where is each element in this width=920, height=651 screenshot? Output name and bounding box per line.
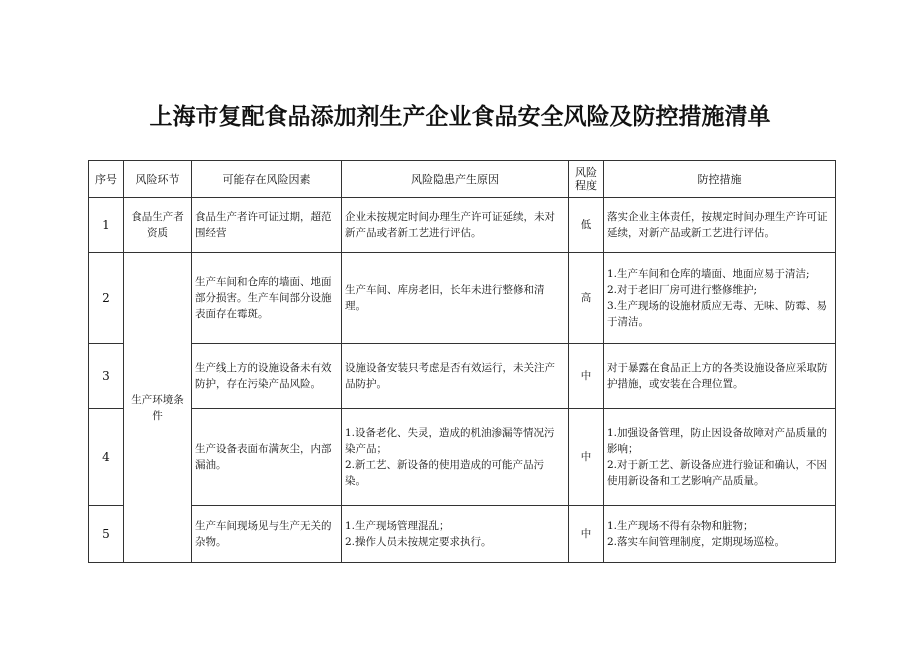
row-factor bbox=[192, 253, 342, 344]
factor-line: 食品生产者许可证过期，超范围经营 bbox=[195, 211, 332, 239]
cause-line: 1.设备老化、失灵，造成的机油渗漏等情况污染产品； bbox=[345, 427, 555, 455]
row-measure bbox=[604, 506, 836, 563]
cause-line: 2.新工艺、新设备的使用造成的可能产品污染。 bbox=[345, 459, 545, 487]
row-seq: 4 bbox=[89, 409, 124, 506]
table-row bbox=[89, 344, 836, 409]
cause-line: 2.操作人员未按规定要求执行。 bbox=[345, 536, 492, 548]
row-cause bbox=[342, 253, 569, 344]
row-stage: 生产环境条件 bbox=[124, 253, 192, 563]
row-level: 高 bbox=[569, 253, 604, 344]
row-factor bbox=[192, 198, 342, 253]
row-stage: 食品生产者资质 bbox=[124, 198, 192, 253]
measure-line: 1.生产现场不得有杂物和脏物； bbox=[607, 520, 754, 532]
measure-line: 2.落实车间管理制度，定期现场巡检。 bbox=[607, 536, 786, 548]
measure-line: 3.生产现场的设施材质应无毒、无味、防霉、易于清洁。 bbox=[607, 300, 828, 328]
row-measure bbox=[604, 198, 836, 253]
row-seq: 1 bbox=[89, 198, 124, 253]
factor-line: 生产车间和仓库的墙面、地面部分损害。生产车间部分设施表面存在霉斑。 bbox=[195, 276, 332, 320]
row-cause bbox=[342, 506, 569, 563]
row-measure bbox=[604, 253, 836, 344]
row-cause bbox=[342, 409, 569, 506]
table-row bbox=[89, 253, 836, 344]
header-measure: 防控措施 bbox=[604, 161, 836, 198]
cause-line: 企业未按规定时间办理生产许可证延续，未对新产品或者新工艺进行评估。 bbox=[345, 211, 555, 239]
table-row bbox=[89, 409, 836, 506]
measure-line: 1.生产车间和仓库的墙面、地面应易于清洁; bbox=[607, 268, 810, 280]
cause-line: 生产车间、库房老旧，长年未进行整修和清理。 bbox=[345, 284, 545, 312]
measure-line: 落实企业主体责任，按规定时间办理生产许可证延续，对新产品或新工艺进行评估。 bbox=[607, 211, 828, 239]
row-seq: 3 bbox=[89, 344, 124, 409]
risk-control-table bbox=[88, 160, 836, 563]
table-row bbox=[89, 198, 836, 253]
header-cause: 风险隐患产生原因 bbox=[342, 161, 569, 198]
header-stage: 风险环节 bbox=[124, 161, 192, 198]
row-factor bbox=[192, 506, 342, 563]
header-seq: 序号 bbox=[89, 161, 124, 198]
table-header-row bbox=[89, 161, 836, 198]
header-factor: 可能存在风险因素 bbox=[192, 161, 342, 198]
row-seq: 2 bbox=[89, 253, 124, 344]
table-row bbox=[89, 506, 836, 563]
factor-line: 生产设备表面布满灰尘，内部漏油。 bbox=[195, 443, 332, 471]
measure-line: 对于暴露在食品正上方的各类设施设备应采取防护措施，或安装在合理位置。 bbox=[607, 362, 828, 390]
row-cause bbox=[342, 344, 569, 409]
cause-line: 设施设备安装只考虑是否有效运行，未关注产品防护。 bbox=[345, 362, 555, 390]
row-measure bbox=[604, 344, 836, 409]
row-level: 中 bbox=[569, 344, 604, 409]
cause-line: 1.生产现场管理混乱； bbox=[345, 520, 450, 532]
row-level: 中 bbox=[569, 409, 604, 506]
document-title: 上海市复配食品添加剂生产企业食品安全风险及防控措施清单 bbox=[149, 104, 771, 130]
factor-line: 生产线上方的设施设备未有效防护，存在污染产品风险。 bbox=[195, 362, 332, 390]
row-seq: 5 bbox=[89, 506, 124, 563]
factor-line: 生产车间现场见与生产无关的杂物。 bbox=[195, 520, 332, 548]
row-level: 中 bbox=[569, 506, 604, 563]
row-factor bbox=[192, 344, 342, 409]
row-measure bbox=[604, 409, 836, 506]
measure-line: 2.对于老旧厂房可进行整修维护; bbox=[607, 284, 758, 296]
measure-line: 1.加强设备管理，防止因设备故障对产品质量的影响； bbox=[607, 427, 828, 455]
row-factor bbox=[192, 409, 342, 506]
measure-line: 2.对于新工艺、新设备应进行验证和确认，不因使用新设备和工艺影响产品质量。 bbox=[607, 459, 828, 487]
row-cause bbox=[342, 198, 569, 253]
header-level: 风险程度 bbox=[569, 161, 604, 198]
row-level: 低 bbox=[569, 198, 604, 253]
